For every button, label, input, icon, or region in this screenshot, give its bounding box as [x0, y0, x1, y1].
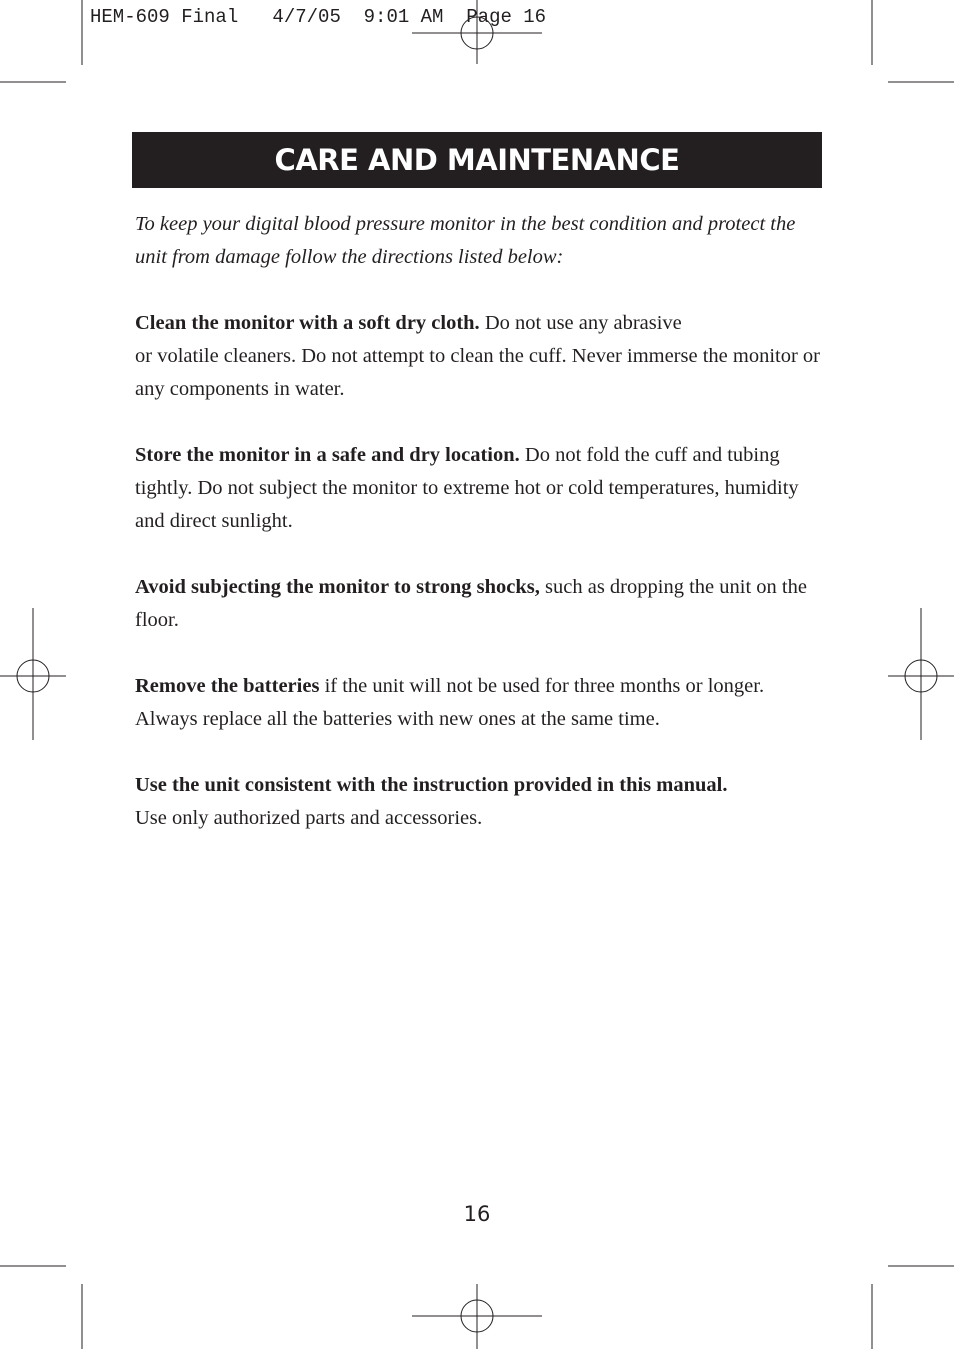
paragraph-text: Do not use any abrasive [479, 312, 682, 334]
paragraph-text: such as dropping the unit on the floor. [135, 576, 807, 631]
paragraph-heading: Clean the monitor with a soft dry cloth. [135, 312, 480, 334]
section-header-bar [132, 132, 822, 188]
paragraph-shocks [135, 571, 825, 637]
paragraph-store [135, 439, 825, 538]
section-title: CARE AND MAINTENANCE [274, 143, 680, 177]
print-slug-line: HEM-609 Final 4/7/05 9:01 AM Page 16 [90, 6, 547, 28]
paragraph-text: Use only authorized parts and accessories. [135, 807, 483, 829]
paragraph-text: Do not fold the cuff and tubing tightly. Do not subject the monitor to extreme hot or cold temperatures, humidity and direct sunlight. [135, 444, 799, 532]
page-number: 16 [463, 1202, 491, 1226]
manual-body [135, 208, 825, 868]
paragraph-clean [135, 307, 825, 406]
paragraph-text: or volatile cleaners. Do not attempt to clean the cuff. Never immerse the monitor or any components in water. [135, 345, 820, 400]
paragraph-heading: Store the monitor in a safe and dry location. [135, 444, 520, 466]
paragraph-text: if the unit will not be used for three months or longer. Always replace all the batteries with new ones at the same time. [135, 675, 765, 730]
paragraph-heading: Remove the batteries [135, 675, 320, 697]
paragraph-heading: Use the unit consistent with the instruction provided in this manual. [135, 774, 728, 796]
paragraph-heading: Avoid subjecting the monitor to strong shocks, [135, 576, 540, 598]
intro-paragraph: To keep your digital blood pressure monitor in the best condition and protect the unit from damage follow the directions listed below: [135, 213, 796, 268]
paragraph-batteries [135, 670, 825, 736]
paragraph-instructions [135, 769, 825, 835]
